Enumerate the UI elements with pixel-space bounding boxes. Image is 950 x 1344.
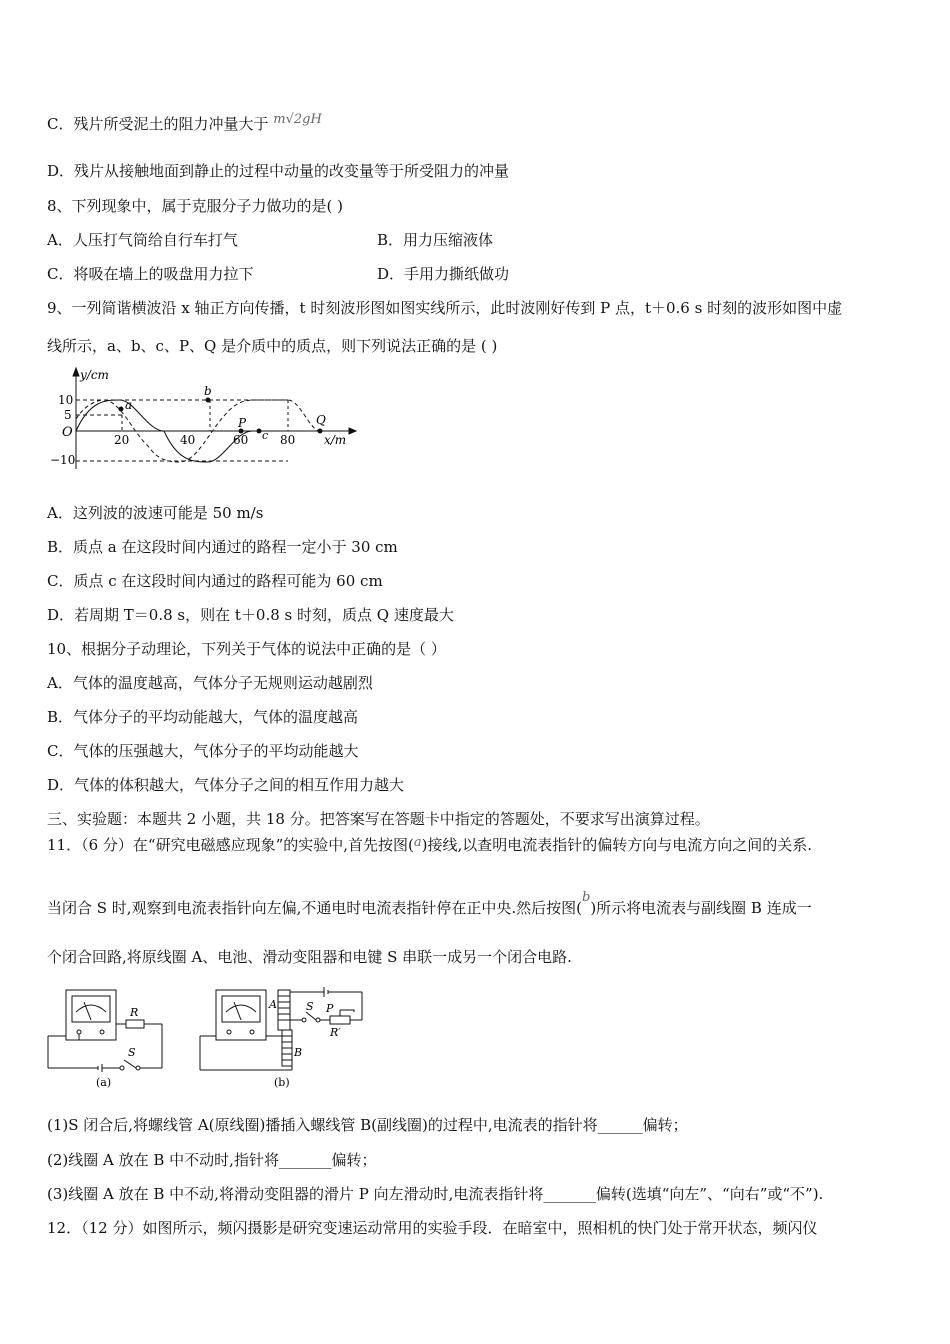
point-q-dot: [318, 429, 323, 434]
rheostat: [330, 1016, 350, 1024]
option-c-line: [47, 114, 322, 136]
q8-option-c: C．将吸在墙上的吸盘用力拉下: [47, 265, 254, 283]
wave-graph: [44, 364, 364, 474]
point-q-label: Q: [316, 413, 326, 427]
q9-option-c: C．质点 c 在这段时间内通过的路程可能为 60 cm: [47, 572, 383, 590]
q8-option-a: A．人压打气筒给自行车打气: [47, 231, 238, 249]
question-10: 10、根据分子动理论，下列关于气体的说法中正确的是（ ）: [47, 640, 446, 658]
q10-option-c: C．气体的压强越大，气体分子的平均动能越大: [47, 742, 359, 760]
q10-option-d: D．气体的体积越大，气体分子之间的相互作用力越大: [47, 776, 405, 794]
point-b-dot: [206, 398, 211, 403]
q11-sub-3: (3)线圈 A 放在 B 中不动,将滑动变阻器的滑片 P 向左滑动时,电流表指针将_______偏转(选填“向左”、“向右”或“不”).: [47, 1185, 824, 1203]
formula-m-sqrt-2gh: m√2gH: [273, 112, 322, 127]
question-11-line2: [47, 890, 812, 920]
question-9-line1: 9、一列简谐横波沿 x 轴正方向传播，t 时刻波形图如图实线所示，此时波刚好传到 P 点，t＋0.6 s 时刻的波形如图中虚: [47, 299, 843, 317]
question-9-line2: 线所示，a、b、c、P、Q 是介质中的质点，则下列说法正确的是 ( ): [47, 337, 498, 355]
x-tick-80: 80: [280, 433, 296, 447]
q9-option-b: B．质点 a 在这段时间内通过的路程一定小于 30 cm: [47, 538, 398, 556]
point-c-dot: [257, 429, 262, 434]
q10-option-b: B．气体分子的平均动能越大，气体的温度越高: [47, 708, 359, 726]
q8-option-b: B．用力压缩液体: [377, 231, 494, 249]
rheostat-label: R′: [330, 1026, 341, 1039]
origin-label: O: [62, 425, 73, 440]
x-tick-40: 40: [180, 433, 196, 447]
q11-line1-part2: )接线,以查明电流表指针的偏转方向与电流方向之间的关系.: [421, 836, 813, 854]
figure-ref-b: b: [581, 890, 591, 905]
point-c-label: c: [262, 429, 269, 442]
figure-ref-a: a: [413, 835, 422, 850]
x-tick-20: 20: [114, 433, 130, 447]
point-a-label: a: [125, 398, 133, 412]
coil-b-label: B: [294, 1046, 303, 1059]
q9-option-a: A．这列波的波速可能是 50 m/s: [47, 504, 264, 522]
q11-line2-part2: )所示将电流表与副线圈 B 连成一: [590, 899, 812, 917]
galvanometer-a: [66, 990, 116, 1040]
figure-a-label: (a): [96, 1076, 112, 1089]
q11-sub-2: (2)线圈 A 放在 B 中不动时,指针将_______偏转；: [47, 1151, 377, 1169]
option-d-line: D．残片从接触地面到静止的过程中动量的改变量等于所受阻力的冲量: [47, 162, 510, 180]
question-11-line3: 个闭合回路,将原线圈 A、电池、滑动变阻器和电键 S 串联一成另一个闭合电路.: [47, 948, 572, 966]
q8-option-d: D．手用力撕纸做功: [377, 265, 510, 283]
q11-line1-part1: 11．（6 分）在“研究电磁感应现象”的实验中,首先按图(: [47, 836, 414, 854]
q11-line2-part1: 当闭合 S 时,观察到电流表指针向左偏,不通电时电流表指针停在正中央.然后按图(: [47, 899, 582, 917]
slider-label: P: [326, 1002, 334, 1015]
question-8: 8、下列现象中，属于克服分子力做功的是( ): [47, 197, 344, 215]
point-b-label: b: [204, 384, 212, 398]
x-tick-60: 60: [233, 433, 249, 447]
y-axis-arrow: [73, 368, 79, 376]
option-c-text: C．残片所受泥土的阻力冲量大于: [47, 115, 269, 133]
section-3-heading: 三、实验题：本题共 2 小题，共 18 分。把答案写在答题卡中指定的答题处，不要求写出演算过程。: [47, 810, 710, 828]
y-tick-5: 5: [64, 408, 72, 422]
switch-label-a: S: [128, 1046, 136, 1059]
resistor-r: [126, 1020, 144, 1028]
y-tick-minus-10: −10: [50, 453, 76, 467]
x-axis-arrow: [349, 428, 356, 434]
q11-sub-1: (1)S 闭合后,将螺线管 A(原线圈)播插入螺线管 B(副线圈)的过程中,电流表的指针将______偏转；: [47, 1116, 688, 1134]
galvanometer-b: [216, 990, 266, 1040]
q10-option-a: A．气体的温度越高，气体分子无规则运动越剧烈: [47, 674, 373, 692]
figure-b-label: (b): [274, 1076, 290, 1089]
question-12: 12．（12 分）如图所示，频闪摄影是研究变速运动常用的实验手段．在暗室中，照相机的快门处于常开状态，频闪仪: [47, 1219, 818, 1237]
x-axis-label: x/m: [324, 433, 347, 447]
switch-label-b: S: [306, 1000, 314, 1013]
point-p-label: P: [238, 416, 247, 430]
circuit-diagrams: [44, 984, 374, 1090]
y-axis-label: y/cm: [80, 368, 109, 382]
coil-a-label: A: [269, 998, 277, 1011]
y-tick-10: 10: [58, 393, 74, 407]
point-a-dot: [119, 407, 124, 412]
q9-option-d: D．若周期 T＝0.8 s，则在 t＋0.8 s 时刻，质点 Q 速度最大: [47, 606, 454, 624]
question-11-line1: [47, 835, 812, 857]
resistor-label: R: [130, 1006, 139, 1019]
